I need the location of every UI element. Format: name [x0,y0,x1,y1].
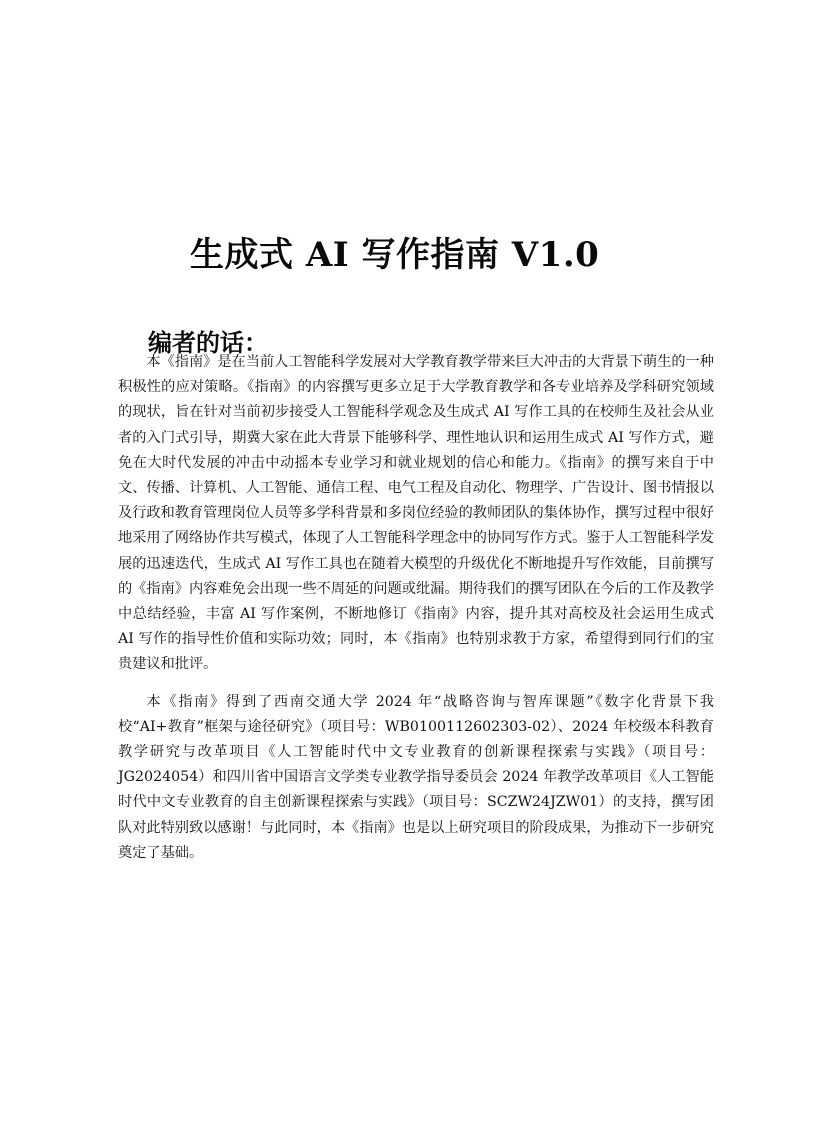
document-title: 生成式 AI 写作指南 V1.0 [190,234,600,275]
paragraph-2: 本《指南》得到了西南交通大学 2024 年“战略咨询与智库课题”《数字化背景下我校“AI+教育”框架与途径研究》（项目号：WB0100112602303-02）、2024 年校级本科教育教学研究与改革项目《人工智能时代中文专业教育的创新课程探索与实践》（项目号：JG2024054）和四川省中国语言文学类专业教学指导委员会 2024 年教学改革项目《人工智能时代中文专业教育的自主创新课程探索与实践》（项目号：SCZW24JZW01）的支持，撰写团队对此特别致以感谢！与此同时，本《指南》也是以上研究项目的阶段成果，为推动下一步研究奠定了基础。 [118,693,714,861]
section-heading: 编者的话： [148,327,268,357]
paragraph-1: 本《指南》是在当前人工智能科学发展对大学教育教学带来巨大冲击的大背景下萌生的一种积极性的应对策略。《指南》的内容撰写更多立足于大学教育教学和各专业培养及学科研究领域的现状，旨在针对当前初步接受人工智能科学观念及生成式 AI 写作工具的在校师生及社会从业者的入门式引导，期冀大家在此大背景下能够科学、理性地认识和运用生成式 AI 写作方式，避免在大时代发展的冲击中动摇本专业学习和就业规划的信心和能力。《指南》的撰写来自于中文、传播、计算机、人工智能、通信工程、电气工程及自动化、物理学、广告设计、图书情报以及行政和教育管理岗位人员等多学科背景和多岗位经验的教师团队的集体协作，撰写过程中很好地采用了网络协作共写模式，体现了人工智能科学理念中的协同写作方式。鉴于人工智能科学发展的迅速迭代，生成式 AI 写作工具也在随着大模型的升级优化不断地提升写作效能，目前撰写的《指南》内容难免会出现一些不周延的问题或纰漏。期待我们的撰写团队在今后的工作及教学中总结经验，丰富 AI 写作案例，不断地修订《指南》内容，提升其对高校及社会运用生成式 AI 写作的指导性价值和实际功效；同时，本《指南》也特别求教于方家，希望得到同行们的宝贵建议和批评。 [118,354,714,673]
editor-note-body [118,350,714,878]
